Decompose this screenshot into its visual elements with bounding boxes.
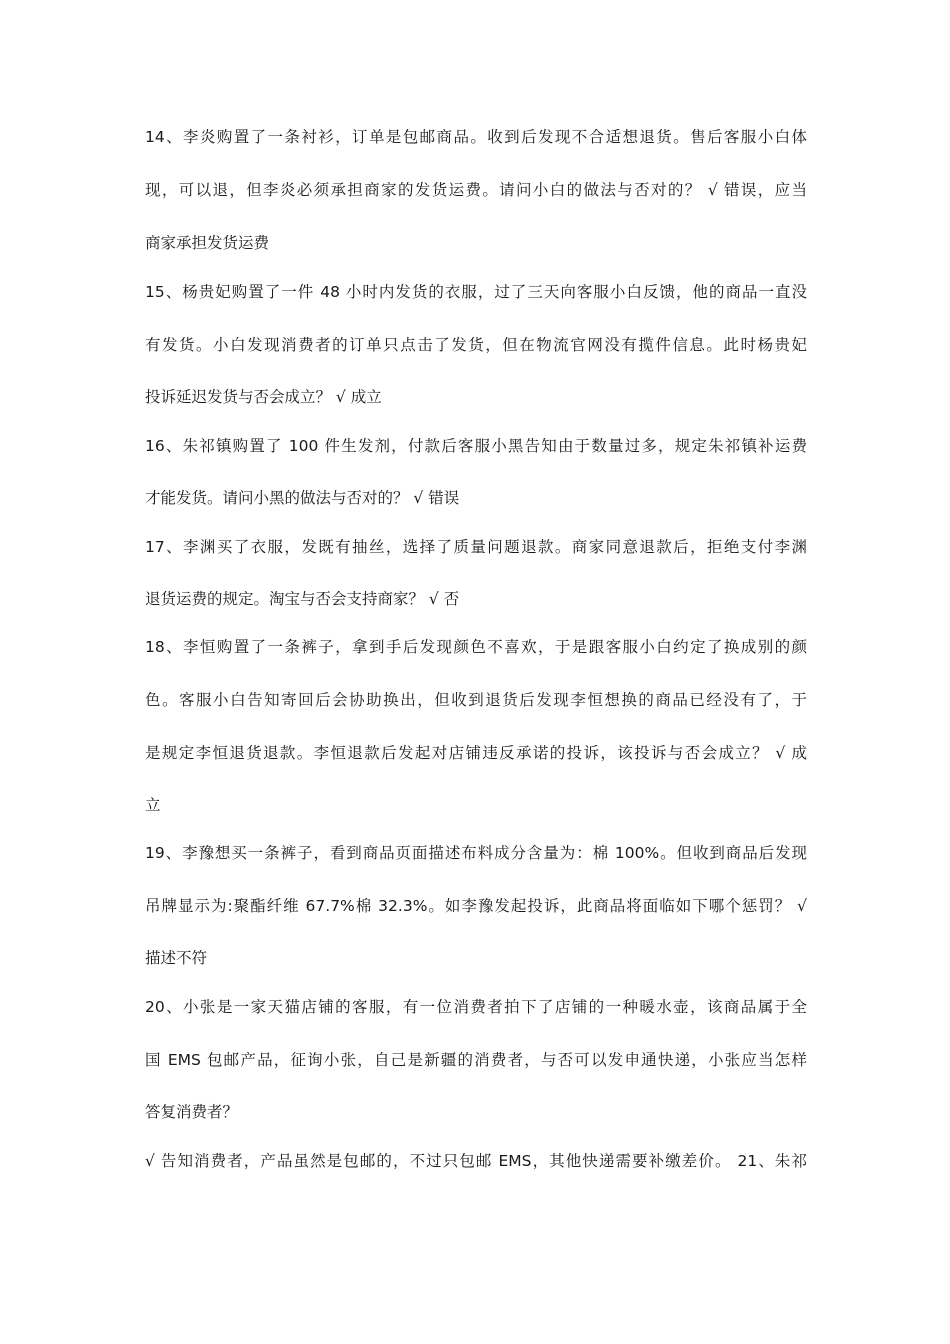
text-line: 才能发货。请问小黑的做法与否对的？ √ 错误 — [145, 489, 460, 507]
text-line: 吊牌显示为:聚酯纤维 67.7%棉 32.3%。如李豫发起投诉，此商品将面临如下哪个惩罚？ √ — [145, 897, 807, 915]
text-line: 有发货。小白发现消费者的订单只点击了发货，但在物流官网没有揽件信息。此时杨贵妃 — [145, 336, 807, 354]
text-line: 15、杨贵妃购置了一件 48 小时内发货的衣服，过了三天向客服小白反馈，他的商品一直没 — [145, 283, 807, 301]
text-line: 答复消费者？ — [145, 1103, 239, 1121]
text-line: 16、朱祁镇购置了 100 件生发剂，付款后客服小黑告知由于数量过多，规定朱祁镇补运费 — [145, 437, 807, 455]
text-line: 商家承担发货运费 — [145, 234, 270, 252]
text-line: 17、李渊买了衣服，发既有抽丝，选择了质量问题退款。商家同意退款后，拒绝支付李渊 — [145, 538, 807, 556]
text-line: 国 EMS 包邮产品，征询小张，自己是新疆的消费者，与否可以发申通快递，小张应当怎样 — [145, 1051, 807, 1069]
text-line: 退货运费的规定。淘宝与否会支持商家？ √ 否 — [145, 590, 460, 608]
text-line: 18、李恒购置了一条裤子，拿到手后发现颜色不喜欢，于是跟客服小白约定了换成别的颜 — [145, 638, 807, 656]
text-line: 14、李炎购置了一条衬衫，订单是包邮商品。收到后发现不合适想退货。售后客服小白体 — [145, 128, 807, 146]
text-line: 投诉延迟发货与否会成立？ √ 成立 — [145, 388, 382, 406]
text-line: 现，可以退，但李炎必须承担商家的发货运费。请问小白的做法与否对的？ √ 错误，应当 — [145, 181, 807, 199]
text-line: 描述不符 — [145, 949, 208, 967]
text-line: 色。客服小白告知寄回后会协助换出，但收到退货后发现李恒想换的商品已经没有了，于 — [145, 691, 807, 709]
text-line: 20、小张是一家天猫店铺的客服，有一位消费者拍下了店铺的一种暖水壶，该商品属于全 — [145, 998, 807, 1016]
text-line: 是规定李恒退货退款。李恒退款后发起对店铺违反承诺的投诉，该投诉与否会成立？ √ 成 — [145, 744, 807, 762]
text-line: √ 告知消费者，产品虽然是包邮的，不过只包邮 EMS，其他快递需要补缴差价。 21、朱祁 — [145, 1152, 807, 1170]
text-line: 立 — [145, 796, 161, 814]
text-line: 19、李豫想买一条裤子，看到商品页面描述布料成分含量为：棉 100%。但收到商品后发现 — [145, 844, 807, 862]
